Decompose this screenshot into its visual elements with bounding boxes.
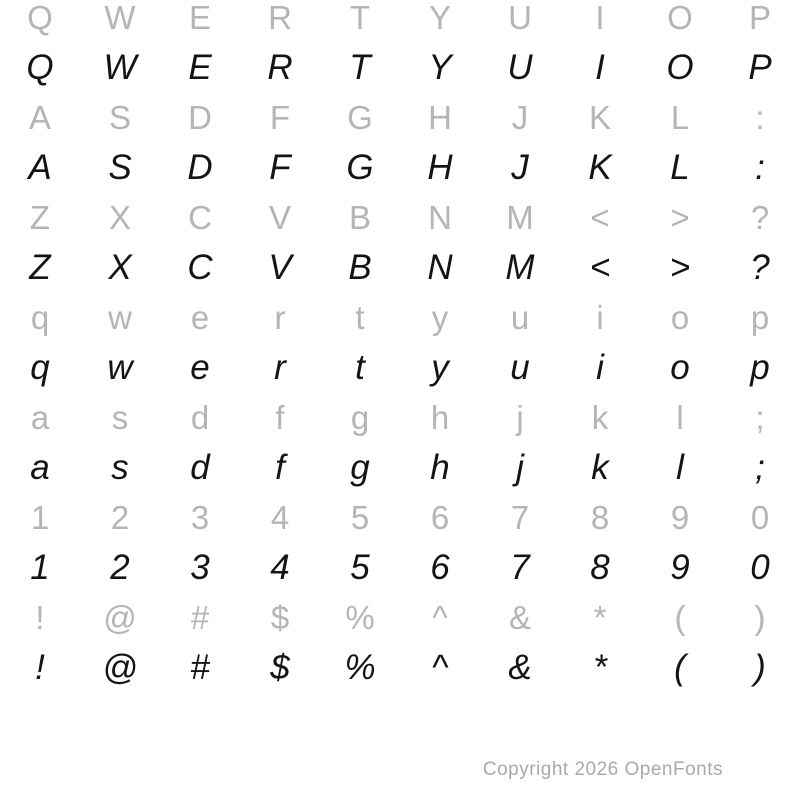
glyph-cell: M — [505, 248, 535, 287]
glyph-cell: W — [103, 48, 137, 87]
glyph-cell: : — [755, 99, 765, 136]
glyph-cell: l — [676, 448, 684, 487]
glyph-cell: S — [108, 148, 132, 187]
glyph-cell: ( — [674, 599, 686, 636]
glyph-cell: Z — [29, 248, 51, 287]
glyph-cell: I — [595, 0, 605, 36]
glyph-cell: > — [670, 199, 690, 236]
glyph-cell: i — [596, 348, 604, 387]
glyph-row-reference — [0, 493, 800, 543]
glyph-cell: u — [510, 348, 530, 387]
glyph-cell: g — [350, 448, 370, 487]
glyph-cell: ! — [35, 599, 45, 636]
glyph-cell: r — [274, 348, 286, 387]
glyph-cell: Q — [27, 0, 53, 36]
glyph-cell: H — [428, 99, 452, 136]
glyph-cell: O — [667, 0, 693, 36]
glyph-cell: k — [591, 448, 609, 487]
glyph-cell: C — [187, 248, 213, 287]
glyph-cell: r — [274, 299, 286, 336]
glyph-cell: l — [676, 399, 684, 436]
glyph-cell: Z — [29, 199, 51, 236]
glyph-cell: U — [508, 0, 532, 36]
glyph-cell: p — [750, 348, 770, 387]
glyph-cell: K — [588, 99, 611, 136]
glyph-cell: # — [190, 648, 210, 687]
glyph-cell: 3 — [190, 548, 210, 587]
glyph-cell: T — [349, 0, 371, 36]
glyph-cell: O — [666, 48, 694, 87]
glyph-cell: 4 — [270, 548, 290, 587]
glyph-cell: 3 — [190, 499, 210, 536]
glyph-cell: 9 — [670, 499, 690, 536]
glyph-cell: V — [268, 248, 292, 287]
glyph-cell: : — [755, 148, 765, 187]
glyph-cell: k — [591, 399, 609, 436]
glyph-cell: B — [348, 248, 372, 287]
glyph-cell: a — [30, 399, 50, 436]
glyph-cell: 1 — [30, 548, 50, 587]
glyph-cell: s — [111, 399, 129, 436]
glyph-cell: * — [593, 648, 607, 687]
glyph-row-reference — [0, 93, 800, 143]
glyph-row-preview — [0, 43, 800, 93]
glyph-cell: u — [510, 299, 530, 336]
glyph-cell: s — [111, 448, 129, 487]
glyph-cell: 1 — [30, 499, 50, 536]
glyph-cell: D — [188, 99, 212, 136]
glyph-cell: ; — [755, 448, 765, 487]
glyph-cell: 0 — [750, 548, 770, 587]
glyph-cell: p — [750, 299, 770, 336]
glyph-cell: R — [267, 48, 293, 87]
glyph-cell: R — [268, 0, 292, 36]
glyph-cell: W — [104, 0, 136, 36]
glyph-cell: X — [108, 248, 132, 287]
glyph-cell: 9 — [670, 548, 690, 587]
glyph-cell: 8 — [590, 499, 610, 536]
glyph-row-preview — [0, 643, 800, 693]
glyph-cell: e — [190, 348, 210, 387]
glyph-cell: C — [188, 199, 212, 236]
glyph-row-reference — [0, 193, 800, 243]
glyph-cell: ) — [754, 648, 766, 687]
glyph-cell: & — [508, 648, 532, 687]
glyph-row-preview — [0, 343, 800, 393]
glyph-cell: ^ — [432, 599, 448, 636]
glyph-cell: * — [593, 599, 607, 636]
glyph-cell: P — [748, 0, 771, 36]
glyph-cell: G — [346, 148, 374, 187]
glyph-cell: 4 — [270, 499, 290, 536]
glyph-cell: q — [30, 348, 50, 387]
glyph-row-preview — [0, 143, 800, 193]
glyph-row-reference — [0, 593, 800, 643]
glyph-cell: y — [431, 348, 449, 387]
glyph-row-preview — [0, 443, 800, 493]
glyph-cell: ! — [35, 648, 45, 687]
glyph-cell: < — [589, 248, 611, 287]
glyph-cell: $ — [270, 599, 290, 636]
glyph-cell: h — [430, 448, 450, 487]
glyph-cell: M — [506, 199, 534, 236]
glyph-cell: I — [595, 48, 605, 87]
glyph-cell: q — [30, 299, 50, 336]
glyph-cell: ? — [750, 248, 770, 287]
copyright-text: Copyright 2026 OpenFonts — [482, 759, 723, 780]
glyph-cell: U — [507, 48, 533, 87]
glyph-cell: 5 — [350, 548, 370, 587]
glyph-cell: 5 — [350, 499, 370, 536]
glyph-cell: K — [588, 148, 612, 187]
glyph-row-preview — [0, 243, 800, 293]
glyph-cell: 2 — [110, 548, 130, 587]
glyph-cell: 7 — [510, 499, 530, 536]
glyph-cell: E — [188, 0, 211, 36]
glyph-cell: > — [669, 248, 691, 287]
glyph-cell: # — [190, 599, 210, 636]
glyph-cell: S — [108, 99, 131, 136]
glyph-cell: N — [427, 248, 453, 287]
glyph-cell: o — [670, 348, 690, 387]
glyph-cell: < — [590, 199, 610, 236]
glyph-cell: y — [431, 299, 449, 336]
glyph-cell: d — [190, 399, 210, 436]
glyph-row-reference — [0, 293, 800, 343]
glyph-cell: P — [748, 48, 772, 87]
glyph-cell: J — [511, 148, 529, 187]
glyph-cell: 7 — [510, 548, 530, 587]
glyph-cell: w — [107, 348, 133, 387]
glyph-cell: ? — [750, 199, 770, 236]
glyph-cell: t — [355, 299, 365, 336]
glyph-cell: i — [596, 299, 604, 336]
glyph-cell: 6 — [430, 548, 450, 587]
glyph-cell: Q — [26, 48, 54, 87]
glyph-cell: J — [511, 99, 529, 136]
glyph-cell: % — [345, 599, 375, 636]
glyph-cell: 0 — [750, 499, 770, 536]
glyph-cell: X — [108, 199, 131, 236]
glyph-cell: A — [28, 99, 51, 136]
glyph-cell: ; — [755, 399, 765, 436]
glyph-cell: a — [30, 448, 50, 487]
glyph-cell: E — [188, 48, 212, 87]
glyph-cell: j — [516, 448, 524, 487]
glyph-cell: A — [28, 148, 52, 187]
glyph-cell: V — [268, 199, 291, 236]
glyph-cell: $ — [270, 648, 290, 687]
glyph-cell: 2 — [110, 499, 130, 536]
glyph-cell: Y — [428, 48, 452, 87]
glyph-cell: @ — [103, 599, 137, 636]
glyph-row-reference — [0, 0, 800, 43]
glyph-cell: 8 — [590, 548, 610, 587]
glyph-cell: ( — [674, 648, 686, 687]
glyph-cell: @ — [102, 648, 138, 687]
glyph-cell: g — [350, 399, 370, 436]
glyph-row-reference — [0, 393, 800, 443]
glyph-cell: f — [275, 399, 285, 436]
glyph-cell: L — [670, 148, 690, 187]
glyph-row-preview — [0, 543, 800, 593]
glyph-cell: w — [108, 299, 132, 336]
glyph-cell: Y — [428, 0, 451, 36]
glyph-cell: d — [190, 448, 210, 487]
glyph-cell: t — [355, 348, 365, 387]
glyph-cell: ) — [754, 599, 766, 636]
glyph-cell: D — [187, 148, 213, 187]
glyph-cell: F — [269, 148, 291, 187]
glyph-cell: H — [427, 148, 453, 187]
glyph-cell: N — [428, 199, 452, 236]
glyph-cell: % — [344, 648, 376, 687]
glyph-cell: o — [670, 299, 690, 336]
glyph-cell: h — [430, 399, 450, 436]
glyph-cell: f — [275, 448, 285, 487]
glyph-cell: 6 — [430, 499, 450, 536]
glyph-cell: F — [269, 99, 291, 136]
glyph-cell: B — [348, 199, 371, 236]
glyph-cell: ^ — [431, 648, 449, 687]
glyph-cell: T — [349, 48, 371, 87]
glyph-cell: j — [516, 399, 524, 436]
glyph-cell: L — [670, 99, 690, 136]
glyph-cell: & — [508, 599, 531, 636]
glyph-cell: e — [190, 299, 210, 336]
glyph-cell: G — [347, 99, 373, 136]
